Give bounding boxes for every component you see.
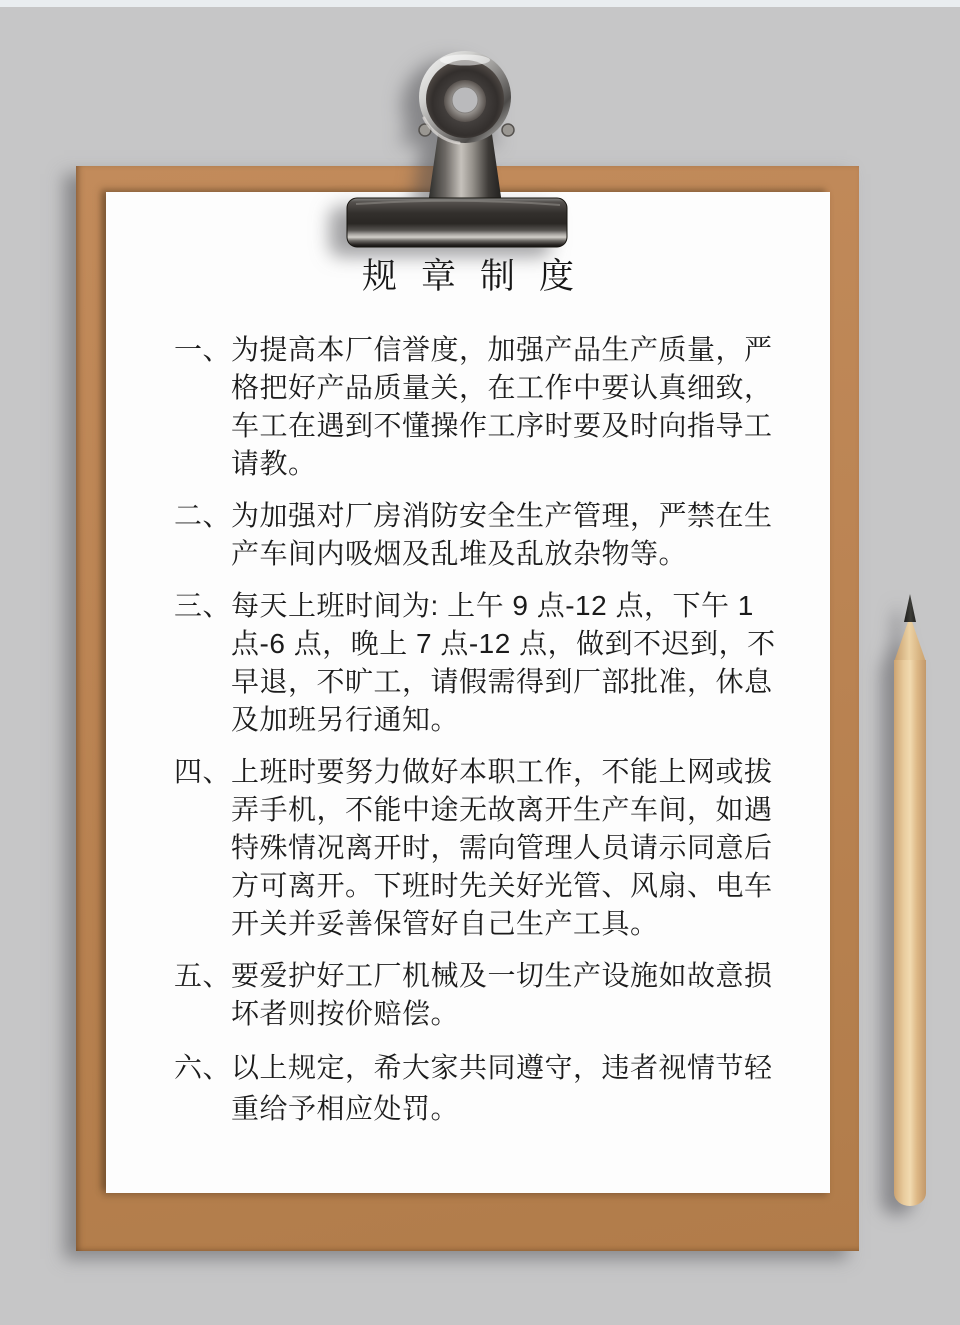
rule-item-3 (174, 587, 792, 739)
top-edge-highlight (0, 0, 960, 7)
rule-item-2 (174, 497, 792, 573)
rules-list (174, 331, 792, 1129)
clip-hole (452, 87, 478, 113)
rule-text: 上班时要努力做好本职工作，不能上网或拔弄手机，不能中途无故离开生产车间，如遇特殊情况离开时，需向管理人员请示同意后方可离开。下班时先关好光管、风扇、电车开关并妥善保管好自己生产工具。 (231, 756, 773, 939)
rule-item-6 (174, 1047, 792, 1129)
rule-item-4 (174, 753, 792, 943)
clip-ring-highlight (440, 55, 490, 66)
rule-number: 四、 (174, 756, 232, 787)
pencil-body (894, 660, 926, 1206)
rule-text: 为加强对厂房消防安全生产管理，严禁在生产车间内吸烟及乱堆及乱放杂物等。 (231, 500, 773, 569)
rule-text: 每天上班时间为: 上午 9 点-12 点，下午 1 点-6 点，晚上 7 点-12 点，做到不迟到，不早退，不旷工，请假需得到厂部批准，休息及加班另行通知。 (231, 590, 776, 735)
document-paper (106, 192, 830, 1193)
rule-item-5 (174, 957, 792, 1033)
rule-number: 三、 (174, 590, 232, 621)
clip-screw-right (502, 124, 514, 136)
pencil-graphite-tip (904, 594, 916, 622)
binder-clip (338, 46, 578, 252)
rule-number: 二、 (174, 500, 232, 531)
document-title: 规章制度 (361, 257, 598, 296)
pencil-wood-cone (894, 616, 926, 662)
rule-number: 六、 (174, 1052, 232, 1083)
pencil (894, 594, 926, 1206)
rule-number: 五、 (174, 960, 232, 991)
rule-item-1 (174, 331, 792, 483)
rule-text: 以上规定，希大家共同遵守，违者视情节轻重给予相应处罚。 (231, 1052, 773, 1124)
rule-text: 要爱护好工厂机械及一切生产设施如故意损坏者则按价赔偿。 (231, 960, 773, 1029)
clip-bar (347, 198, 567, 247)
rule-text: 为提高本厂信誉度，加强产品生产质量，严格把好产品质量关，在工作中要认真细致，车工在遇到不懂操作工序时要及时向指导工请教。 (231, 334, 773, 479)
rule-number: 一、 (174, 334, 232, 365)
